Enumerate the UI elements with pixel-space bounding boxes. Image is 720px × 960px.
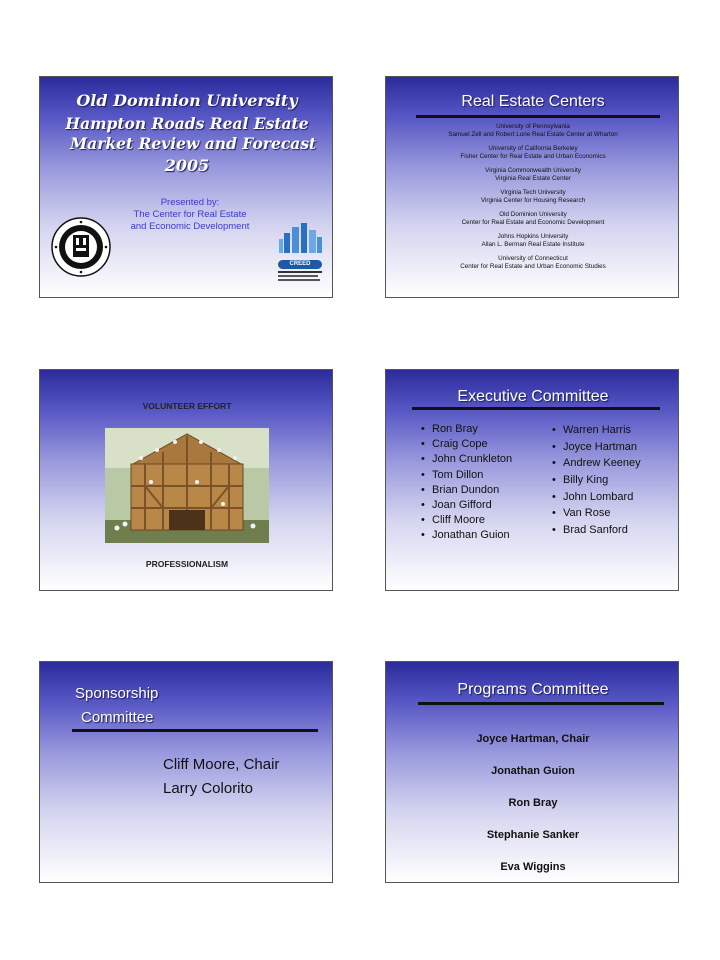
slide-heading: Programs Committee [457,681,609,698]
list-item: • Cliff Moore [421,513,512,528]
slide-real-estate-centers [385,76,679,298]
list-item: • Warren Harris [552,422,641,439]
executive-right-list [552,422,641,539]
slide-title [39,76,333,298]
slide-heading-line-1: Sponsorship [75,685,159,702]
university-seal-icon [51,217,111,277]
list-item: • Joyce Hartman [552,439,641,456]
slide-heading-line-2: Committee [81,709,154,726]
creed-logo [276,221,326,279]
creed-logo-text: CREED [278,260,322,269]
title-line-3: Market Review and Forecast [70,134,317,153]
member-chair: Joyce Hartman, Chair [476,733,590,745]
member: Eva Wiggins [500,861,566,873]
member: Stephanie Sanker [486,829,580,841]
professionalism-label: PROFESSIONALISM [145,559,229,569]
list-item: • Joan Gifford [421,498,512,513]
title-line-2: Hampton Roads Real Estate [65,114,309,133]
slide-heading: Executive Committee [457,388,609,405]
list-item: • Brad Sanford [552,522,641,539]
presented-line-2: The Center for Real Estate [133,209,247,220]
list-item: • Andrew Keeney [552,455,641,472]
list-item: • Tom Dillon [421,468,512,483]
presented-by [120,197,260,233]
presented-line-1: Presented by: [160,197,220,208]
skyline-icon [276,221,326,255]
list-item: • Craig Cope [421,437,512,452]
center-item: Virginia Commonwealth University Virginia Real Estate Center [485,167,581,182]
list-item: • Ron Bray [421,422,512,437]
barn-raising-photo [105,428,269,543]
center-item: University of California Berkeley Fisher Center for Real Estate and Urban Economics [460,145,606,160]
center-item: Virginia Tech University Virginia Center for Housing Research [480,189,586,204]
slide-programs-committee [385,661,679,883]
list-item: • Jonathan Guion [421,528,512,543]
list-item: • Brian Dundon [421,483,512,498]
presented-line-3: and Economic Development [130,221,250,232]
member: Ron Bray [508,797,558,809]
list-item: • Billy King [552,472,641,489]
member-chair: Cliff Moore, Chair [163,756,280,773]
list-item: • John Lombard [552,489,641,506]
slide-sponsorship-committee [39,661,333,883]
centers-list [386,123,679,271]
center-item: Johns Hopkins University Allan L. Berman Real Estate Institute [481,233,585,248]
center-item: University of Pennsylvania Samuel Zell and Robert Lurie Real Estate Center at Wharton [448,123,618,138]
title-line-1: Old Dominion University [76,91,298,110]
list-item: • John Crunkleton [421,452,512,467]
volunteer-label: VOLUNTEER EFFORT [142,401,232,411]
member: Jonathan Guion [491,765,575,777]
title-rule [412,407,660,410]
center-item: University of Connecticut Center for Real Estate and Urban Economic Studies [460,255,606,270]
slide-volunteer-effort [39,369,333,591]
title-line-4: 2005 [164,156,210,175]
list-item: • Van Rose [552,505,641,522]
slide-executive-committee [385,369,679,591]
title-rule [416,115,660,118]
executive-left-list [421,422,512,544]
center-item: Old Dominion University Center for Real Estate and Economic Development [461,211,605,226]
title-rule [418,702,664,705]
slide-heading: Real Estate Centers [461,93,605,110]
member: Larry Colorito [163,780,254,797]
title-rule [72,729,318,732]
